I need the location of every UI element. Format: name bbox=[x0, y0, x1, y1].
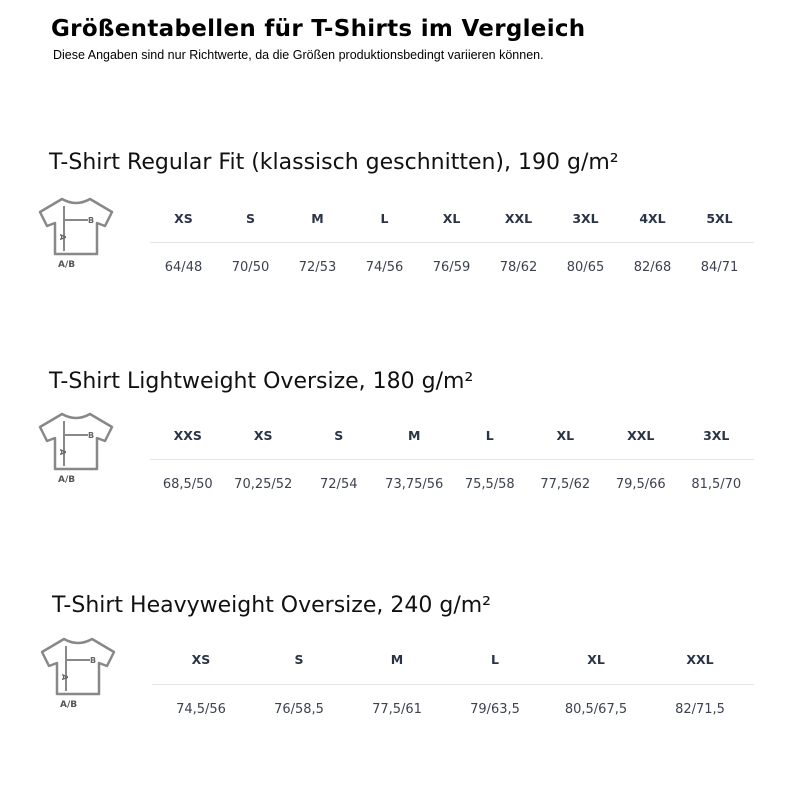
size-header: S bbox=[245, 211, 255, 226]
size-table bbox=[150, 211, 754, 275]
size-header: M bbox=[408, 428, 421, 443]
size-header: L bbox=[380, 211, 389, 226]
table-divider bbox=[150, 242, 754, 243]
measurement-row bbox=[152, 702, 754, 717]
measurement-value: 70,25/52 bbox=[234, 477, 293, 492]
size-header: XS bbox=[191, 652, 211, 667]
size-table bbox=[152, 652, 754, 717]
size-header: M bbox=[390, 652, 404, 667]
size-header: L bbox=[491, 652, 499, 667]
diagram-caption: A/B bbox=[58, 475, 76, 485]
diagram-label-a: A bbox=[60, 674, 69, 681]
measurement-value: 75,5/58 bbox=[464, 477, 515, 492]
size-header: XS bbox=[174, 211, 193, 226]
size-header: 5XL bbox=[706, 211, 733, 226]
section-title: T-Shirt Regular Fit (klassisch geschnitten), 190 g/m² bbox=[49, 150, 619, 175]
size-header-row bbox=[150, 428, 754, 443]
measurement-value: 68,5/50 bbox=[162, 477, 213, 492]
measurement-value: 76/59 bbox=[432, 260, 471, 275]
size-header: 3XL bbox=[572, 211, 599, 226]
diagram-label-a: A bbox=[58, 449, 67, 456]
size-header: XXL bbox=[504, 211, 533, 226]
size-header: 4XL bbox=[639, 211, 666, 226]
diagram-label-b: B bbox=[88, 431, 95, 440]
page-subtitle: Diese Angaben sind nur Richtwerte, da die Größen produktionsbedingt variieren können. bbox=[53, 48, 544, 62]
tshirt-measure-icon bbox=[38, 411, 116, 491]
measurement-value: 77,5/62 bbox=[540, 477, 591, 492]
measurement-value: 70/50 bbox=[231, 260, 270, 275]
measurement-value: 84/71 bbox=[700, 260, 739, 275]
measurement-value: 79/63,5 bbox=[470, 702, 520, 717]
measurement-row bbox=[150, 260, 754, 275]
tshirt-measure-icon bbox=[38, 196, 116, 276]
measurement-value: 82/68 bbox=[633, 260, 672, 275]
measurement-value: 81,5/70 bbox=[691, 477, 742, 492]
size-header-row bbox=[150, 211, 754, 226]
page-title: Größentabellen für T-Shirts im Vergleich bbox=[51, 16, 586, 42]
section-title: T-Shirt Heavyweight Oversize, 240 g/m² bbox=[52, 593, 491, 618]
measurement-value: 82/71,5 bbox=[675, 702, 725, 717]
measurement-value: 77,5/61 bbox=[372, 702, 422, 717]
size-header: XL bbox=[587, 652, 605, 667]
diagram-label-b: B bbox=[88, 216, 95, 225]
measurement-value: 73,75/56 bbox=[385, 477, 444, 492]
measurement-value: 80/65 bbox=[566, 260, 605, 275]
size-header: S bbox=[334, 428, 344, 443]
measurement-value: 78/62 bbox=[499, 260, 538, 275]
size-header: XL bbox=[442, 211, 461, 226]
size-header: M bbox=[311, 211, 324, 226]
size-header: XXL bbox=[686, 652, 714, 667]
measurement-value: 74,5/56 bbox=[176, 702, 226, 717]
diagram-label-a: A bbox=[58, 234, 67, 241]
tshirt-measure-icon bbox=[40, 636, 118, 716]
measurement-value: 79,5/66 bbox=[615, 477, 666, 492]
measurement-row bbox=[150, 477, 754, 492]
measurement-value: 72/54 bbox=[320, 477, 358, 492]
table-divider bbox=[152, 684, 754, 685]
size-header: XS bbox=[253, 428, 273, 443]
table-divider bbox=[150, 459, 754, 460]
diagram-label-b: B bbox=[90, 656, 97, 665]
measurement-value: 80,5/67,5 bbox=[564, 702, 628, 717]
size-header: XXL bbox=[627, 428, 655, 443]
measurement-value: 76/58,5 bbox=[274, 702, 324, 717]
size-header: XL bbox=[556, 428, 575, 443]
diagram-caption: A/B bbox=[58, 260, 76, 270]
measurement-value: 64/48 bbox=[164, 260, 203, 275]
size-header: S bbox=[294, 652, 304, 667]
section-title: T-Shirt Lightweight Oversize, 180 g/m² bbox=[49, 369, 474, 394]
size-header: 3XL bbox=[703, 428, 730, 443]
diagram-caption: A/B bbox=[60, 700, 78, 710]
measurement-value: 72/53 bbox=[298, 260, 337, 275]
size-header: L bbox=[485, 428, 494, 443]
measurement-value: 74/56 bbox=[365, 260, 404, 275]
size-table bbox=[150, 428, 754, 492]
size-header: XXS bbox=[173, 428, 202, 443]
size-header-row bbox=[152, 652, 754, 667]
